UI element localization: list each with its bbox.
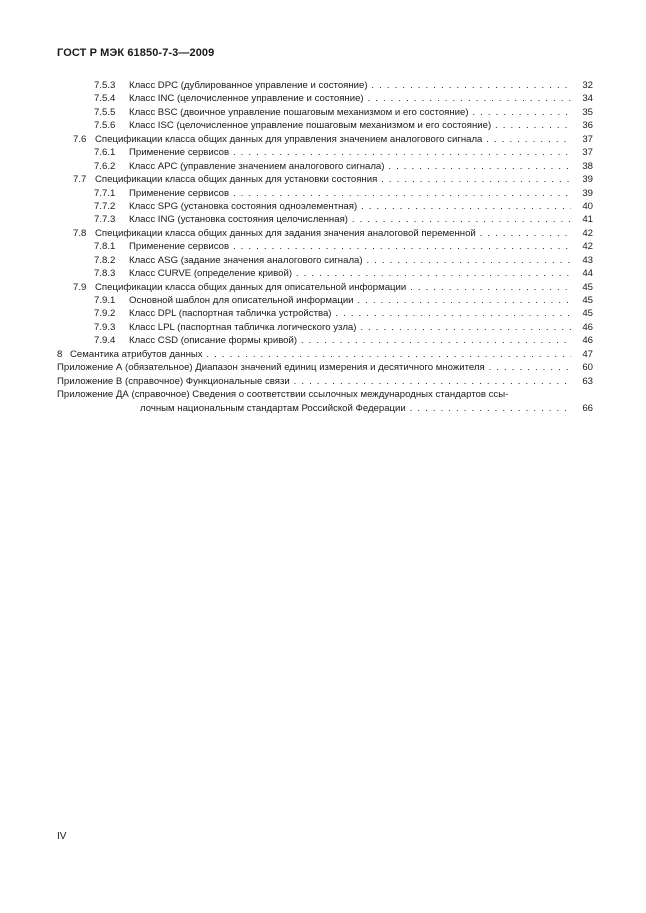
toc-entry-page: 35 <box>582 106 593 118</box>
toc-entry-page: 42 <box>582 227 593 239</box>
toc-entry-title: Класс SPG (установка состояния одноэлементная) . . . <box>129 200 571 213</box>
toc-entry-page: 63 <box>582 375 593 387</box>
toc-entry[interactable] <box>57 200 593 213</box>
toc-entry-title: Класс ING (установка состояния целочисленная) . . . <box>129 213 571 226</box>
toc-entry-title: Приложение В (справочное) Функциональные связи . . . <box>57 375 571 388</box>
toc-entry-page: 39 <box>582 187 593 199</box>
toc-entry-title: Класс ISC (целочисленное управление пошаговым механизмом и его состояние) . . . <box>129 119 571 132</box>
toc-entry-number: 7.9.3 <box>94 321 116 333</box>
toc-entry-title: Спецификации класса общих данных для задания значения аналоговой переменной . . . <box>95 227 571 240</box>
toc-entry-title: Класс DPL (паспортная табличка устройства) . . . <box>129 307 571 320</box>
toc-entry-number: 7.9 <box>73 281 87 293</box>
toc-entry[interactable] <box>57 361 593 374</box>
toc-entry-number: 7.9.1 <box>94 295 116 306</box>
toc-entry[interactable] <box>57 281 593 294</box>
toc-entry-number: 7.7.2 <box>94 200 116 212</box>
toc-entry-title: Применение сервисов . . . <box>129 146 571 159</box>
toc-entry-number: 7.7.3 <box>94 214 116 226</box>
toc-entry-number: 7.6.2 <box>94 160 116 172</box>
toc-entry-title: лочным национальным стандартам Российской Федерации . . . <box>140 402 571 415</box>
toc-entry[interactable] <box>57 321 593 334</box>
toc-entry[interactable] <box>57 267 593 280</box>
toc-entry-page: 36 <box>582 120 593 132</box>
toc-entry[interactable] <box>57 92 593 105</box>
toc-entry-page: 32 <box>582 80 593 91</box>
toc-entry[interactable] <box>57 254 593 267</box>
toc-entry-page: 44 <box>582 268 593 280</box>
toc-entry[interactable] <box>57 146 593 159</box>
toc-entry-title: Спецификации класса общих данных для описательной информации . . . <box>95 281 571 294</box>
toc-entry-number: 7.5.5 <box>94 106 116 118</box>
toc-entry-page: 45 <box>582 308 593 320</box>
toc-entry[interactable] <box>57 402 593 415</box>
toc-entry[interactable] <box>57 375 593 388</box>
toc-entry-title: Класс INC (целочисленное управление и состояние) . . . <box>129 92 571 105</box>
toc-entry-number: 7.9.4 <box>94 335 116 347</box>
toc-entry-title: Спецификации класса общих данных для управления значением аналогового сигнала . . . <box>95 133 571 146</box>
toc-entry-title: Класс АРС (управление значением аналогового сигнала) . . . <box>129 160 571 173</box>
toc-entry-number: 7.5.4 <box>94 93 116 105</box>
toc-entry-number: 7.7 <box>73 174 87 186</box>
toc-entry-number: 7.5.3 <box>94 80 116 91</box>
toc-entry-page: 39 <box>582 174 593 186</box>
toc-entry-page: 45 <box>582 281 593 293</box>
toc-entry[interactable] <box>57 294 593 307</box>
toc-entry[interactable] <box>57 173 593 186</box>
toc-entry-page: 40 <box>582 200 593 212</box>
toc-entry-number: 8 <box>57 348 63 360</box>
toc-entry[interactable] <box>57 187 593 200</box>
toc-entry[interactable] <box>57 334 593 347</box>
toc-entry[interactable] <box>57 79 593 92</box>
toc-entry-number: 7.5.6 <box>94 120 116 132</box>
toc-entry-page: 34 <box>582 93 593 105</box>
toc-entry-title: Приложение ДА (справочное) Сведения о соответствии ссылочных международных стандартов ссы- <box>57 389 509 401</box>
toc-entry-title: Класс BSC (двоичное управление пошаговым механизмом и его состояние) . . . <box>129 106 571 119</box>
toc-entry-number: 7.8.1 <box>94 241 116 253</box>
toc-entry-page: 45 <box>582 295 593 306</box>
toc-entry-page: 43 <box>582 254 593 266</box>
toc-entry-page: 47 <box>582 348 593 360</box>
toc-entry-page: 37 <box>582 133 593 145</box>
toc-entry-title: Класс ASG (задание значения аналогового сигнала) . . . <box>129 254 571 267</box>
toc-entry-number: 7.8.3 <box>94 268 116 280</box>
toc-entry-title: Класс DPC (дублированное управление и состояние) . . . <box>129 79 571 92</box>
toc-entry[interactable] <box>57 160 593 173</box>
toc-entry[interactable] <box>57 348 593 361</box>
toc-entry[interactable] <box>57 240 593 253</box>
toc-entry-number: 7.8 <box>73 227 87 239</box>
toc-entry[interactable] <box>57 213 593 226</box>
toc-entry[interactable] <box>57 106 593 119</box>
toc-entry-page: 41 <box>582 214 593 226</box>
toc-entry-page: 46 <box>582 321 593 333</box>
toc-entry[interactable] <box>57 119 593 132</box>
toc-entry-number: 7.6.1 <box>94 147 116 159</box>
toc-entry-number: 7.7.1 <box>94 187 116 199</box>
toc-entry-page: 42 <box>582 241 593 253</box>
toc-entry-page: 66 <box>582 402 593 414</box>
toc-entry-title: Основной шаблон для описательной информации . . . <box>129 294 571 307</box>
toc-entry-title: Класс CSD (описание формы кривой) . . . <box>129 334 571 347</box>
toc-entry[interactable] <box>57 133 593 146</box>
toc-entry-title: Применение сервисов . . . <box>129 187 571 200</box>
toc-entry[interactable] <box>57 307 593 320</box>
toc-entry-title: Класс CURVE (определение кривой) . . . <box>129 267 571 280</box>
toc-entry[interactable] <box>57 388 593 401</box>
toc-entry-title: Спецификации класса общих данных для установки состояния . . . <box>95 173 571 186</box>
toc-entry-title: Класс LPL (паспортная табличка логического узла) . . . <box>129 321 571 334</box>
toc-entry-page: 46 <box>582 335 593 347</box>
toc-entry-page: 37 <box>582 147 593 159</box>
toc-entry-number: 7.8.2 <box>94 254 116 266</box>
document-header: ГОСТ Р МЭК 61850-7-3—2009 <box>57 47 215 59</box>
toc-entry-number: 7.6 <box>73 133 87 145</box>
page-number: IV <box>57 831 67 842</box>
toc-entry-page: 60 <box>582 362 593 374</box>
toc-entry-title: Семантика атрибутов данных . . . <box>70 348 571 361</box>
toc-entry-title: Приложение А (обязательное) Диапазон значений единиц измерения и десятичного множителя . . . <box>57 361 571 374</box>
toc-entry-page: 38 <box>582 160 593 172</box>
toc-entry-title: Применение сервисов . . . <box>129 240 571 253</box>
toc-entry-number: 7.9.2 <box>94 308 116 320</box>
table-of-contents <box>57 79 593 415</box>
toc-entry[interactable] <box>57 227 593 240</box>
